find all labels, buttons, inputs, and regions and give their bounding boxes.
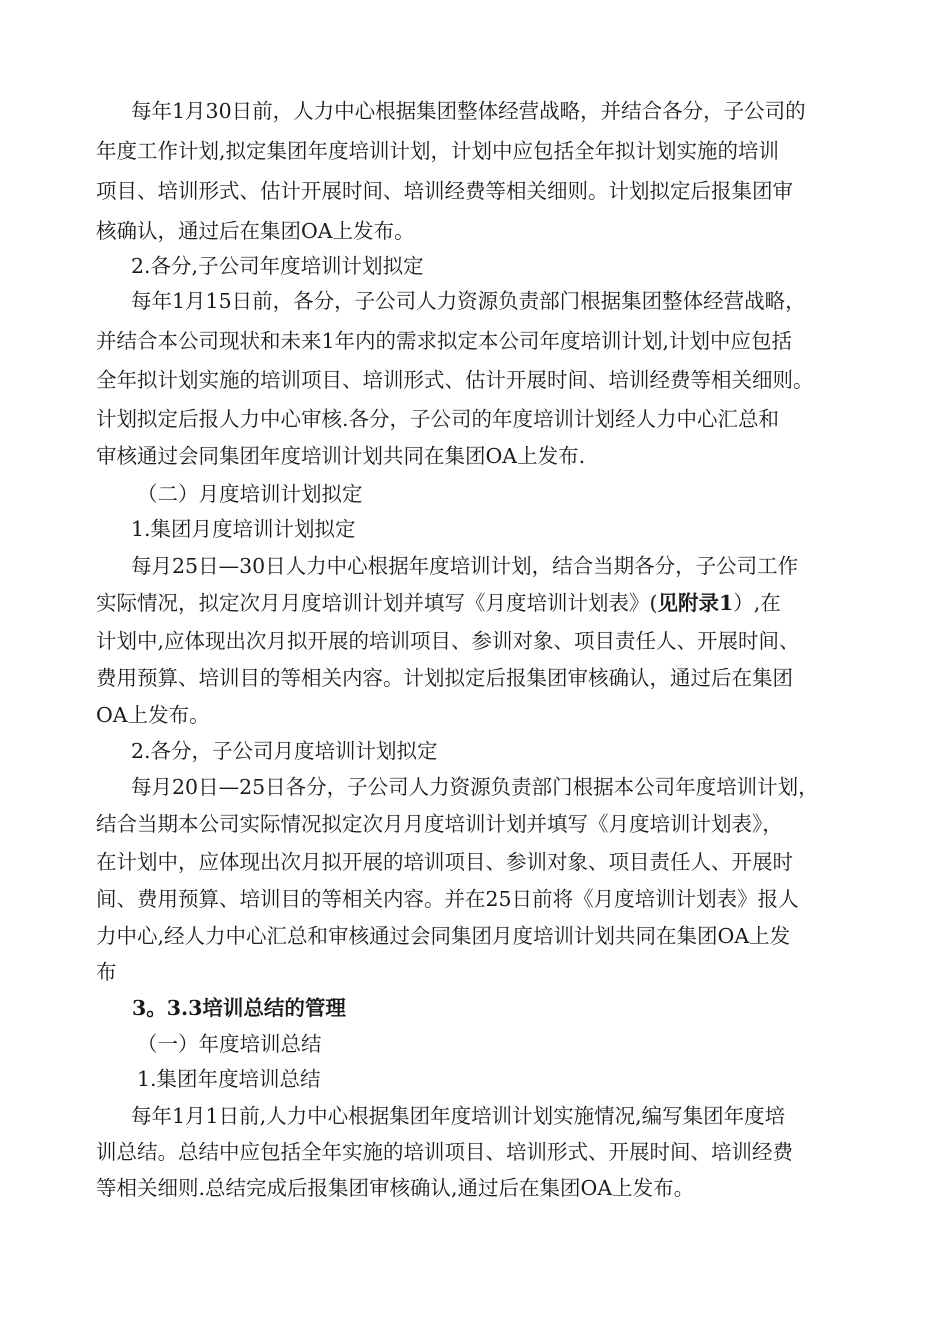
- section-heading: 2.各分，子公司月度培训计划拟定: [131, 739, 438, 763]
- section-heading: 1.集团月度培训计划拟定: [131, 517, 356, 541]
- paragraph-line: 每年1月30日前，人力中心根据集团整体经营战略，并结合各分，子公司的: [131, 99, 806, 123]
- paragraph-line: 训总结。总结中应包括全年实施的培训项目、培训形式、开展时间、培训经费: [96, 1140, 793, 1164]
- text-span: 实际情况，拟定次月月度培训计划并填写《月度培训计划表》(: [96, 591, 658, 615]
- paragraph-line: 计划拟定后报人力中心审核.各分，子公司的年度培训计划经人力中心汇总和: [96, 407, 780, 431]
- paragraph-line: 费用预算、培训目的等相关内容。计划拟定后报集团审核确认，通过后在集团: [96, 666, 793, 690]
- paragraph-line: 年度工作计划,拟定集团年度培训计划，计划中应包括全年拟计划实施的培训: [96, 139, 780, 163]
- paragraph-line: 在计划中，应体现出次月拟开展的培训项目、参训对象、项目责任人、开展时: [96, 850, 793, 874]
- section-heading: （一）年度培训总结: [137, 1032, 322, 1056]
- section-heading: 3。3.3培训总结的管理: [132, 996, 346, 1020]
- paragraph-line: 结合当期本公司实际情况拟定次月月度培训计划并填写《月度培训计划表》，: [96, 812, 783, 836]
- paragraph-line: 每年1月1日前,人力中心根据集团年度培训计划实施情况,编写集团年度培: [131, 1104, 786, 1128]
- paragraph-line: 间、费用预算、培训目的等相关内容。并在25日前将《月度培训计划表》报人: [96, 887, 799, 911]
- paragraph-line: [96, 589, 781, 617]
- paragraph-line: 审核通过会同集团年度培训计划共同在集团OA上发布.: [96, 444, 586, 468]
- section-heading: （二）月度培训计划拟定: [137, 482, 363, 506]
- section-heading: 2.各分,子公司年度培训计划拟定: [131, 254, 424, 278]
- paragraph-line: 等相关细则.总结完成后报集团审核确认,通过后在集团OA上发布。: [96, 1176, 695, 1200]
- text-span: ）,在: [733, 591, 781, 615]
- paragraph-line: 全年拟计划实施的培训项目、培训形式、估计开展时间、培训经费等相关细则。: [96, 368, 814, 392]
- appendix-reference: 见附录1: [657, 591, 734, 615]
- paragraph-line: 每年1月15日前，各分，子公司人力资源负责部门根据集团整体经营战略，: [131, 289, 806, 313]
- paragraph-line: 每月25日—30日人力中心根据年度培训计划，结合当期各分，子公司工作: [131, 554, 799, 578]
- paragraph-line: 力中心,经人力中心汇总和审核通过会同集团月度培训计划共同在集团OA上发: [96, 924, 791, 948]
- section-heading: 1.集团年度培训总结: [137, 1067, 321, 1091]
- paragraph-line: 核确认，通过后在集团OA上发布。: [96, 219, 415, 243]
- paragraph-line: 布: [96, 960, 117, 984]
- paragraph-line: 计划中,应体现出次月拟开展的培训项目、参训对象、项目责任人、开展时间、: [96, 629, 800, 653]
- paragraph-line: 项目、培训形式、估计开展时间、培训经费等相关细则。计划拟定后报集团审: [96, 179, 793, 203]
- paragraph-line: 并结合本公司现状和未来1年内的需求拟定本公司年度培训计划,计划中应包括: [96, 329, 793, 353]
- paragraph-line: OA上发布。: [96, 703, 210, 727]
- paragraph-line: 每月20日—25日各分，子公司人力资源负责部门根据本公司年度培训计划，: [131, 775, 819, 799]
